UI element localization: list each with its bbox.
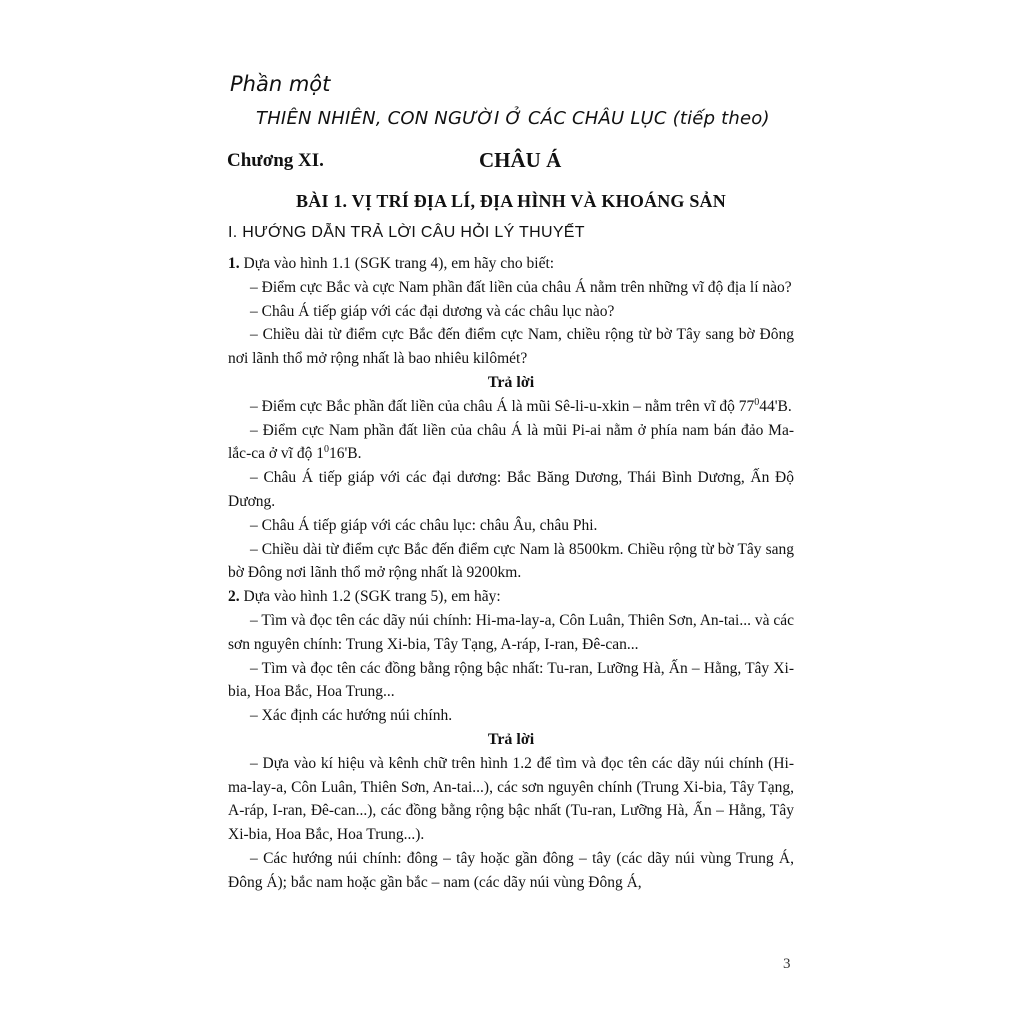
page-number: 3 bbox=[783, 956, 791, 972]
part-heading: Phần một bbox=[230, 72, 331, 96]
answer-heading: Trả lời bbox=[487, 730, 535, 748]
answer-heading: Trả lời bbox=[487, 373, 535, 391]
answer-item: – Châu Á tiếp giáp với các châu lục: châu Âu, châu Phi. bbox=[250, 516, 598, 534]
question-item: – Xác định các hướng núi chính. bbox=[250, 707, 453, 725]
question-number: 1. bbox=[228, 255, 240, 272]
answer-item: – Điểm cực Bắc phần đất liền của châu Á là mũi Sê-li-u-xkin – nằm trên vĩ độ $77^044'B$. bbox=[250, 396, 792, 415]
part-subtitle: THIÊN NHIÊN, CON NGƯỜI Ở CÁC CHÂU LỤC (tiếp theo) bbox=[256, 108, 770, 129]
question-1 bbox=[228, 252, 794, 276]
lesson-title: BÀI 1. VỊ TRÍ ĐỊA LÍ, ĐỊA HÌNH VÀ KHOÁNG SẢN bbox=[296, 191, 726, 211]
answer-item: – Dựa vào kí hiệu và kênh chữ trên hình 1.2 để tìm và đọc tên các dãy núi chính (Hi-ma-lay-a, Côn Luân, Thiên Sơn, An-tai...), các sơn nguyên chính (Trung Xi-bia, Tây Tạng, A-ráp, I-ran, Đê-can...), các đồng bằng rộng bậc nhất (Tu-ran, Lưỡng Hà, Ấn – Hằng, Tây Xi-bia, Hoa Bắc, Hoa Trung...). bbox=[228, 754, 794, 844]
question-number: 2. bbox=[228, 588, 240, 606]
question-text: Dựa vào hình 1.1 (SGK trang 4), em hãy cho biết: bbox=[243, 255, 555, 272]
chapter-label: Chương XI. bbox=[227, 150, 324, 171]
answer-item: – Các hướng núi chính: đông – tây hoặc gần đông – tây (các dãy núi vùng Trung Á, Đông Á); bắc nam hoặc gần bắc – nam (các dãy núi vùng Đông Á, bbox=[228, 849, 794, 891]
section-heading: I. HƯỚNG DẪN TRẢ LỜI CÂU HỎI LÝ THUYẾT bbox=[228, 224, 585, 241]
answer-item: – Châu Á tiếp giáp với các đại dương: Bắc Băng Dương, Thái Bình Dương, Ấn Độ Dương. bbox=[228, 469, 794, 510]
answer-item: – Chiều dài từ điểm cực Bắc đến điểm cực Nam là 8500km. Chiều rộng từ bờ Tây sang bờ Đông nơi lãnh thổ mở rộng nhất là 9200km. bbox=[228, 540, 794, 582]
question-item: – Tìm và đọc tên các đồng bằng rộng bậc nhất: Tu-ran, Lưỡng Hà, Ấn – Hằng, Tây Xi-bia, Hoa Bắc, Hoa Trung... bbox=[228, 659, 794, 701]
question-2 bbox=[228, 585, 794, 609]
chapter-title: CHÂU Á bbox=[479, 148, 562, 172]
answer-item: – Điểm cực Nam phần đất liền của châu Á là mũi Pi-ai nằm ở phía nam bán đảo Ma-lắc-ca ở vĩ độ $1^016'B$. bbox=[228, 421, 794, 463]
question-item: – Điểm cực Bắc và cực Nam phần đất liền của châu Á nằm trên những vĩ độ địa lí nào? bbox=[250, 278, 792, 296]
question-item: – Châu Á tiếp giáp với các đại dương và các châu lục nào? bbox=[250, 302, 615, 320]
question-item: – Chiều dài từ điểm cực Bắc đến điểm cực Nam, chiều rộng từ bờ Tây sang bờ Đông nơi lãnh thổ mở rộng nhất là bao nhiêu kilômét? bbox=[228, 326, 794, 368]
question-text: Dựa vào hình 1.2 (SGK trang 5), em hãy: bbox=[243, 588, 501, 606]
body-text bbox=[228, 252, 794, 895]
question-item: – Tìm và đọc tên các dãy núi chính: Hi-ma-lay-a, Côn Luân, Thiên Sơn, An-tai... và các sơn nguyên chính: Trung Xi-bia, Tây Tạng, A-ráp, I-ran, Đê-can... bbox=[228, 611, 794, 653]
